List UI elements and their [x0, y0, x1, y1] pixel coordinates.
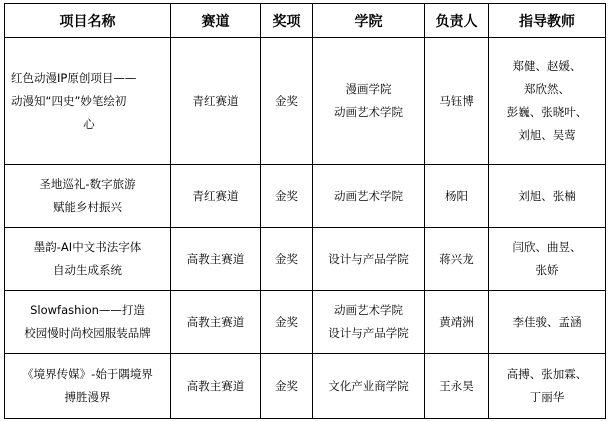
track-cell — [171, 165, 261, 228]
project-name-cell — [5, 228, 171, 291]
leader-text: 黄靖洲 — [439, 314, 474, 329]
advisors-line: 高搏、张加霖、 — [506, 367, 588, 381]
college-line: 动画艺术学院 — [334, 188, 403, 203]
college-line: 动画艺术学院 — [334, 303, 403, 317]
college-line: 动画艺术学院 — [334, 105, 403, 119]
advisors-cell — [489, 291, 606, 354]
project-name-line: 动漫知“四史”妙笔绘初 — [11, 93, 127, 108]
award-text: 金奖 — [275, 93, 298, 108]
college-cell — [313, 291, 425, 354]
leader-text: 王永昊 — [439, 378, 474, 393]
award-text: 金奖 — [275, 188, 298, 203]
project-name-line: 自动生成系统 — [53, 263, 122, 277]
project-name-cell — [5, 291, 171, 354]
project-name-cell — [5, 354, 171, 419]
advisors-line: 郑健、赵媛、 — [512, 59, 582, 73]
project-name-line: Slowfashion——打造 — [30, 303, 145, 317]
advisors-line: 刘旭、吴莺 — [518, 128, 576, 142]
college-cell — [313, 354, 425, 419]
award-cell — [261, 228, 313, 291]
advisors-cell — [489, 228, 606, 291]
header-leader: 负责人 — [425, 4, 489, 38]
award-text: 金奖 — [275, 251, 298, 266]
award-cell — [261, 165, 313, 228]
college-cell — [313, 165, 425, 228]
award-cell — [261, 38, 313, 165]
track-cell — [171, 291, 261, 354]
advisors-line: 闫欣、曲昱、 — [512, 240, 582, 254]
header-project-name: 项目名称 — [5, 4, 171, 38]
track-text: 高教主赛道 — [186, 314, 245, 329]
track-text: 青红赛道 — [192, 93, 239, 108]
advisors-cell — [489, 38, 606, 165]
track-cell — [171, 228, 261, 291]
leader-cell — [425, 228, 489, 291]
advisors-line: 郑欣然、 — [524, 82, 570, 96]
leader-cell — [425, 38, 489, 165]
track-text: 青红赛道 — [192, 188, 239, 203]
advisors-line: 彭巍、张晓叶、 — [506, 105, 588, 119]
table-row — [5, 228, 606, 291]
college-line: 文化产业商学院 — [328, 378, 409, 393]
advisors-line: 丁丽华 — [529, 390, 565, 404]
project-name-line: 墨韵-AI中文书法字体 — [33, 240, 142, 254]
college-line: 设计与产品学院 — [328, 326, 409, 340]
header-award: 奖项 — [261, 4, 313, 38]
project-name-line: 《境界传媒》-始于隅境界 — [22, 367, 153, 381]
project-name-line: 圣地巡礼-数字旅游 — [39, 177, 136, 191]
track-cell — [171, 354, 261, 419]
header-row — [5, 4, 606, 38]
college-cell — [313, 228, 425, 291]
project-name-line: 校园慢时尚校园服装品牌 — [24, 326, 151, 340]
project-name-cell — [5, 165, 171, 228]
track-text: 高教主赛道 — [186, 378, 245, 393]
award-text: 金奖 — [275, 314, 298, 329]
college-line: 漫画学院 — [345, 82, 392, 96]
header-advisors: 指导教师 — [489, 4, 606, 38]
leader-text: 杨阳 — [445, 188, 468, 203]
table-row — [5, 38, 606, 165]
table-row — [5, 291, 606, 354]
table-row — [5, 165, 606, 228]
advisors-line: 李佳骏、孟涵 — [512, 314, 582, 329]
project-name-line: 赋能乡村振兴 — [53, 200, 122, 214]
header-track: 赛道 — [171, 4, 261, 38]
advisors-cell — [489, 165, 606, 228]
header-college: 学院 — [313, 4, 425, 38]
leader-text: 蒋兴龙 — [439, 251, 474, 266]
leader-cell — [425, 354, 489, 419]
leader-cell — [425, 291, 489, 354]
award-cell — [261, 291, 313, 354]
project-name-line: 心 — [83, 116, 95, 131]
award-cell — [261, 354, 313, 419]
leader-text: 马钰博 — [439, 93, 474, 108]
advisors-line: 刘旭、张楠 — [518, 188, 576, 203]
leader-cell — [425, 165, 489, 228]
advisors-line: 张娇 — [535, 263, 559, 277]
project-name-line: 红色动漫IP原创项目—— — [11, 70, 137, 85]
college-line: 设计与产品学院 — [328, 251, 409, 266]
awards-table — [4, 3, 606, 419]
project-name-cell — [5, 38, 171, 165]
award-text: 金奖 — [275, 378, 298, 393]
advisors-cell — [489, 354, 606, 419]
project-name-line: 搏胜漫界 — [64, 390, 111, 404]
track-text: 高教主赛道 — [186, 251, 245, 266]
track-cell — [171, 38, 261, 165]
college-cell — [313, 38, 425, 165]
table-row — [5, 354, 606, 419]
